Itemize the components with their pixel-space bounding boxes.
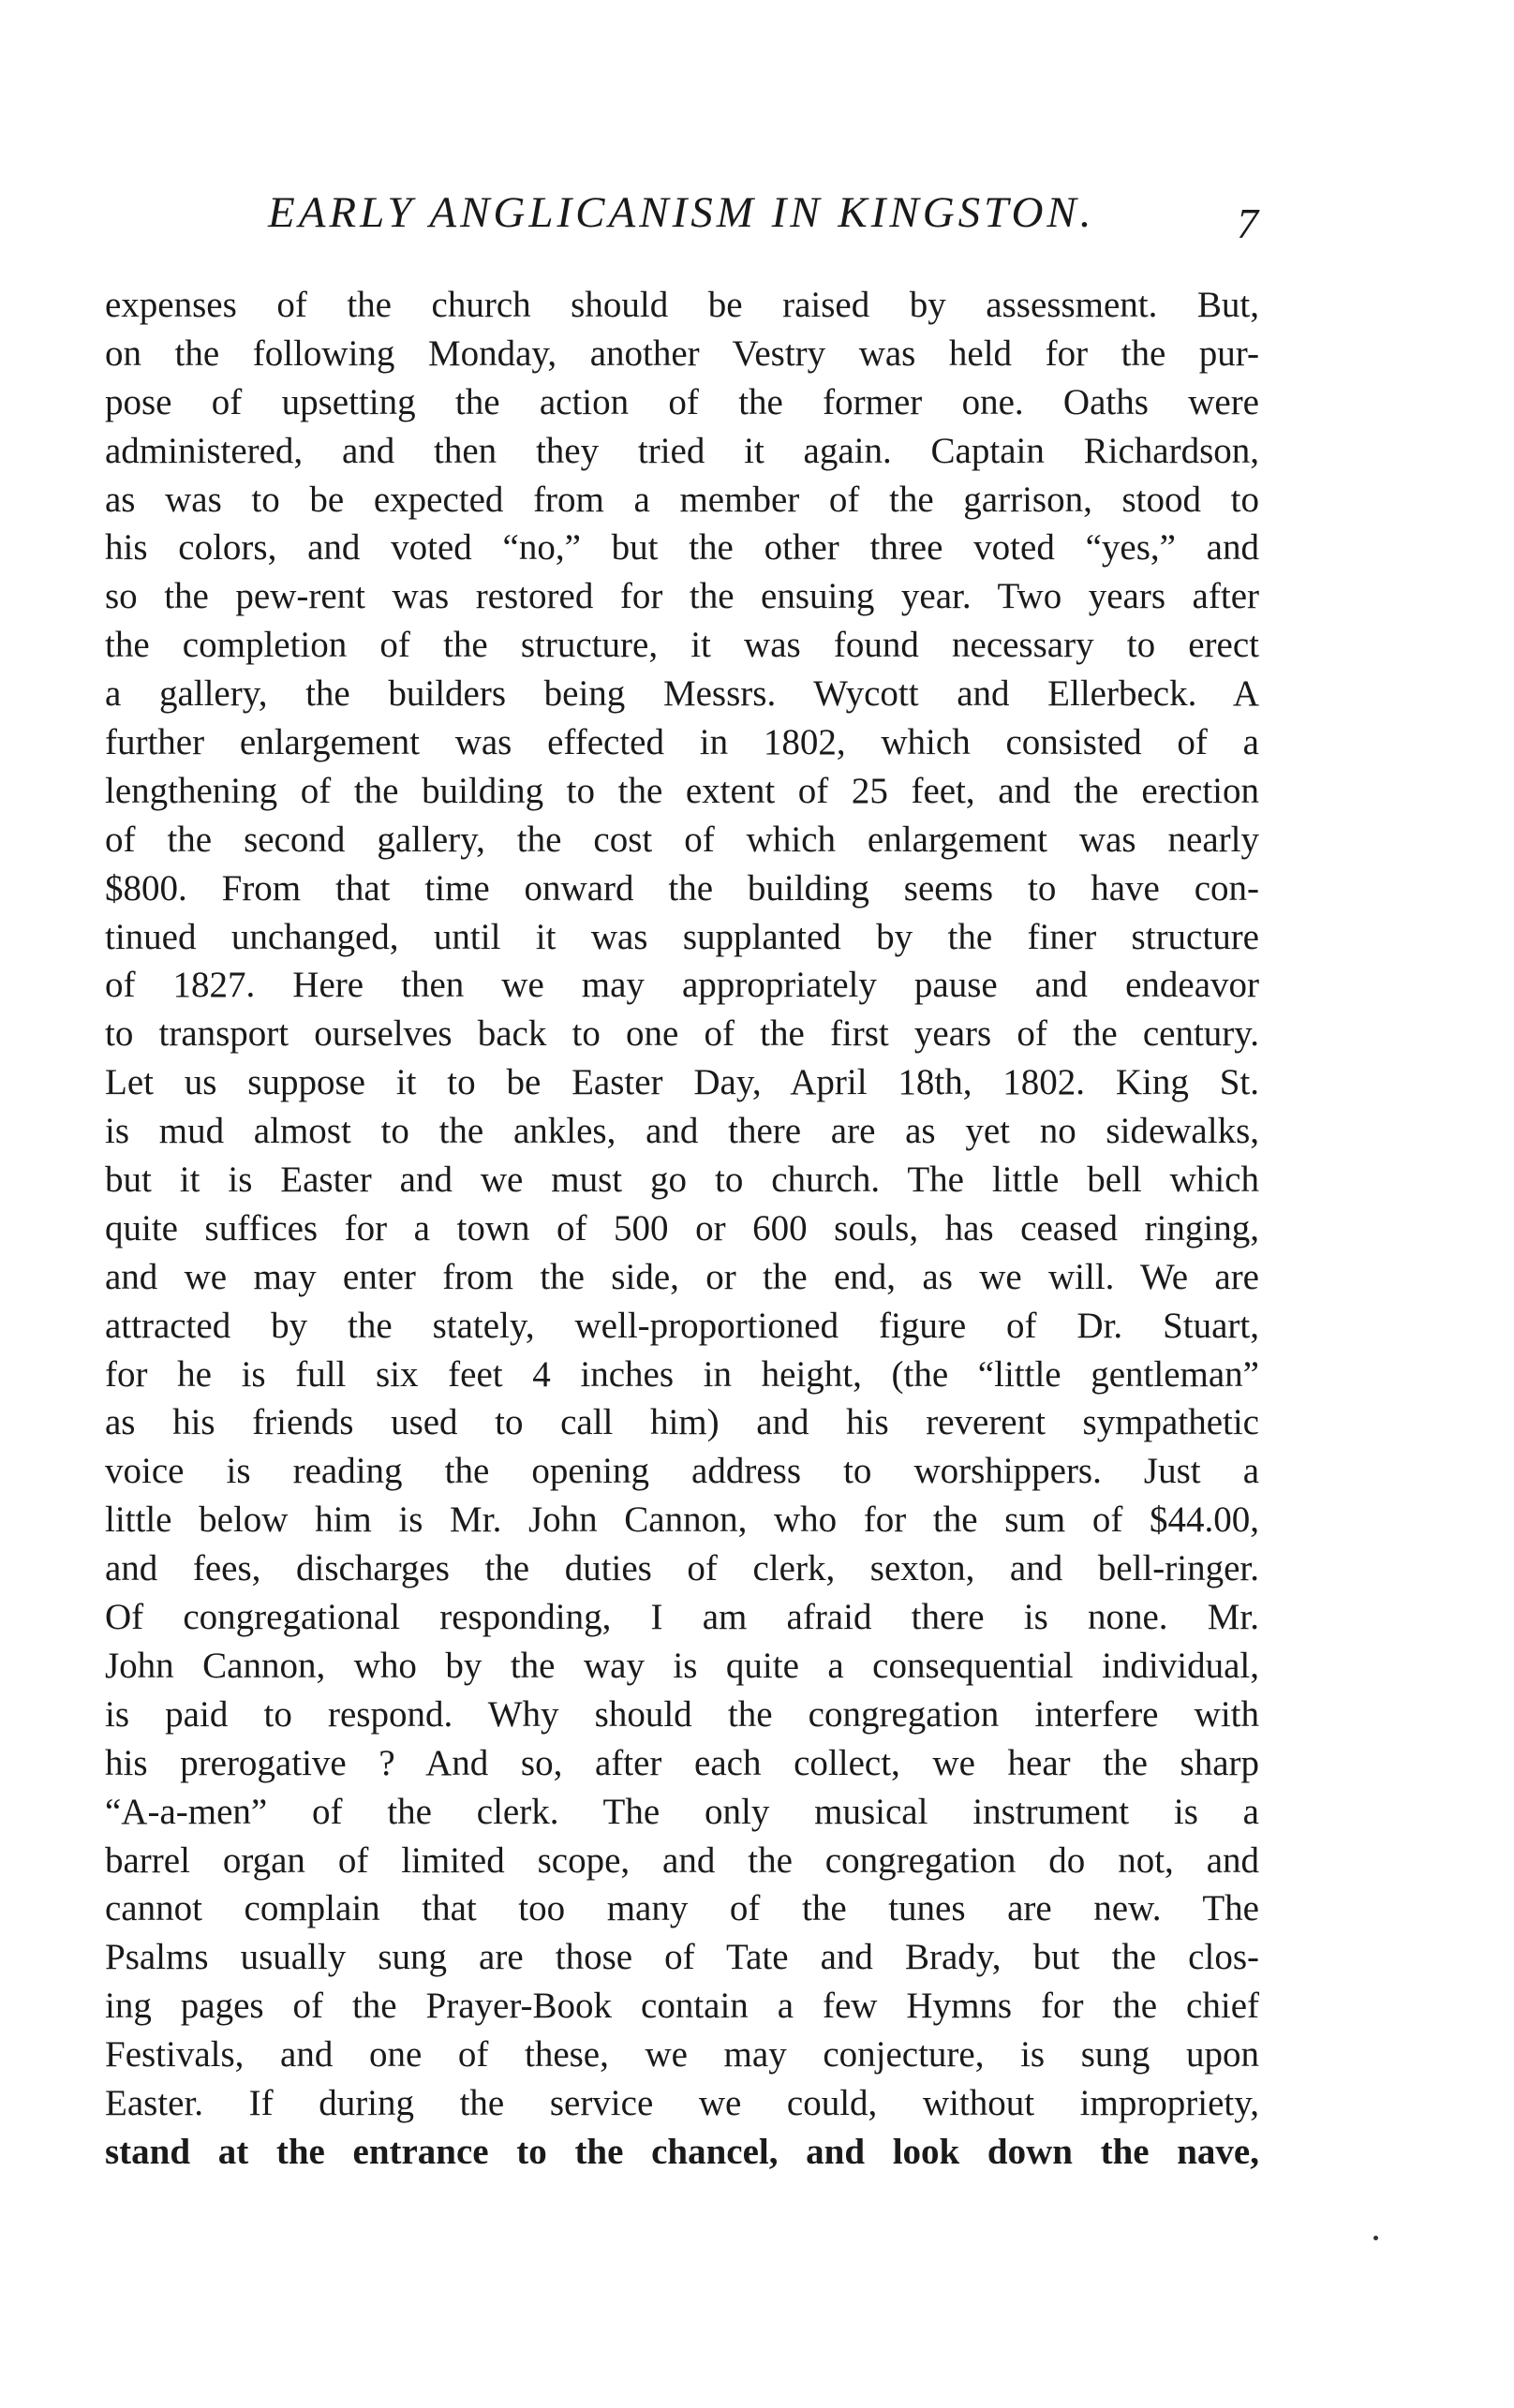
ink-speck: [1373, 2236, 1378, 2240]
text-line: attracted by the stately, well-proportioned figure of Dr. Stuart,: [105, 1305, 1259, 1346]
text-line: further enlargement was effected in 1802, which consisted of a: [105, 722, 1259, 763]
text-line: pose of upsetting the action of the former one. Oaths were: [105, 381, 1259, 422]
text-line: barrel organ of limited scope, and the congregation do not, and: [105, 1839, 1259, 1881]
text-line: is mud almost to the ankles, and there are as yet no sidewalks,: [105, 1111, 1259, 1152]
text-line: as his friends used to call him) and his reverent sympathetic: [105, 1402, 1259, 1443]
text-line: lengthening of the building to the extent of 25 feet, and the erection: [105, 770, 1259, 811]
page-number: 7: [1237, 199, 1258, 247]
text-line: tinued unchanged, until it was supplanted by the finer structure: [105, 916, 1259, 957]
text-line: of 1827. Here then we may appropriately pause and endeavor: [105, 965, 1259, 1006]
text-line: for he is full six feet 4 inches in height, (the “little gentleman”: [105, 1353, 1259, 1395]
text-line: quite suffices for a town of 500 or 600 souls, has ceased ringing,: [105, 1207, 1259, 1248]
text-line: as was to be expected from a member of the garrison, stood to: [105, 479, 1259, 520]
text-line: Festivals, and one of these, we may conjecture, is sung upon: [105, 2034, 1259, 2076]
text-line: the completion of the structure, it was found necessary to erect: [105, 625, 1259, 666]
text-line: but it is Easter and we must go to church. The little bell which: [105, 1160, 1259, 1201]
text-line: little below him is Mr. John Cannon, who for the sum of $44.00,: [105, 1499, 1259, 1541]
text-line: expenses of the church should be raised by assessment. But,: [105, 285, 1259, 325]
text-line: so the pew-rent was restored for the ensuing year. Two years after: [105, 576, 1259, 617]
text-line: ing pages of the Prayer-Book contain a few Hymns for the chief: [105, 1986, 1259, 2027]
text-line: administered, and then they tried it again. Captain Richardson,: [105, 430, 1259, 471]
text-line: stand at the entrance to the chancel, and look down the nave,: [105, 2131, 1259, 2172]
text-line: is paid to respond. Why should the congregation interfere with: [105, 1693, 1259, 1735]
text-line: to transport ourselves back to one of the first years of the century.: [105, 1013, 1259, 1055]
text-line: cannot complain that too many of the tunes are new. The: [105, 1888, 1259, 1929]
text-line: Let us suppose it to be Easter Day, April 18th, 1802. King St.: [105, 1062, 1259, 1103]
text-line: $800. From that time onward the building seems to have con-: [105, 867, 1259, 909]
text-line: on the following Monday, another Vestry was held for the pur-: [105, 332, 1259, 374]
text-line: Easter. If during the service we could, without impropriety,: [105, 2082, 1259, 2123]
text-line: of the second gallery, the cost of which enlargement was nearly: [105, 819, 1259, 860]
text-line: John Cannon, who by the way is quite a consequential individual,: [105, 1645, 1259, 1686]
text-line: and fees, discharges the duties of clerk, sexton, and bell-ringer.: [105, 1548, 1259, 1589]
text-line: Psalms usually sung are those of Tate and Brady, but the clos-: [105, 1937, 1259, 1978]
running-title: EARLY ANGLICANISM IN KINGSTON.: [268, 188, 1095, 237]
text-line: “A-a-men” of the clerk. The only musical instrument is a: [105, 1791, 1259, 1832]
text-line: Of congregational responding, I am afraid there is none. Mr.: [105, 1597, 1259, 1638]
body-text: [105, 281, 1259, 2177]
text-line: his colors, and voted “no,” but the other three voted “yes,” and: [105, 527, 1259, 569]
text-line: and we may enter from the side, or the end, as we will. We are: [105, 1256, 1259, 1297]
text-line: his prerogative ? And so, after each collect, we hear the sharp: [105, 1742, 1259, 1783]
text-line: voice is reading the opening address to worshippers. Just a: [105, 1451, 1259, 1492]
text-line: a gallery, the builders being Messrs. Wycott and Ellerbeck. A: [105, 673, 1259, 715]
